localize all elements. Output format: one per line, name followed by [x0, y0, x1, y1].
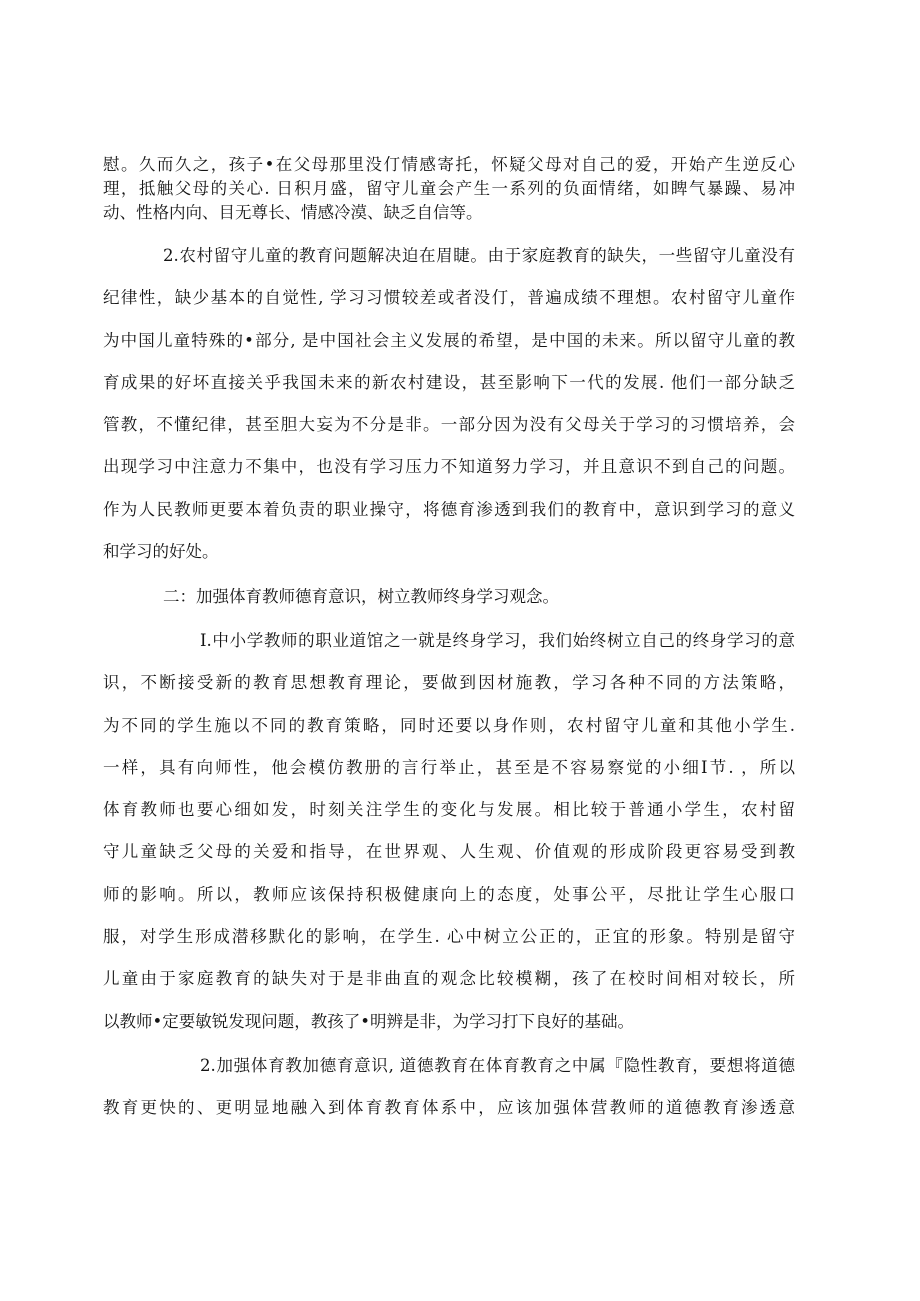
body-paragraph — [103, 153, 795, 225]
text-line: 慰。久而久之，孩子•在父母那里没仃情感寄托，怀疑父母对自己的爱，开始产生逆反心 — [103, 155, 795, 174]
text-line: 出现学习中注意力不集中，也没有学习压力不知道努力学习，并且意识不到自己的问题。 — [103, 457, 795, 477]
body-paragraph — [103, 620, 795, 1043]
text-line: 为中国儿童特殊的•部分, 是中国社会主义发展的希望，是中国的未来。所以留守儿童的教 — [103, 330, 795, 350]
text-line: 为不同的学生施以不同的教育策略，同时还要以身作则，农村留守儿童和其他小学生. — [103, 715, 795, 735]
text-line: 2.农村留守儿童的教育问题解决迫在眉睫。由于家庭教育的缺失，一些留守儿童没有 — [163, 246, 795, 265]
text-line: 师的影响。所以，教师应该保持积极健康向上的态度，处事公平，尽批让学生心服口 — [103, 884, 795, 904]
text-line: 作为人民教师更要本着负责的职业操守，将德育渗透到我们的教育中，意识到学习的意义 — [103, 499, 795, 519]
text-line: 管教，不懂纪律，甚至胆大妄为不分是非。一部分因为没有父母关于学习的习惯培养，会 — [103, 415, 795, 435]
text-line: 和学习的好处。 — [103, 542, 219, 562]
body-paragraph — [103, 1045, 795, 1130]
text-line: 理，抵触父母的关心. 日积月盛，留守儿童会产生一系列的负面情绪，如睥气暴躁、易冲 — [103, 179, 795, 198]
text-line: 儿童由于家庭教育的缺失对于是非曲直的观念比较模糊，孩了在校时间相对较长，所 — [103, 969, 795, 989]
text-line: 纪律性，缺少基本的自觉性, 学习习惯较差或者没仃，普遍成绩不理想。农村留守儿童作 — [103, 288, 795, 308]
section-heading-text: 二：加强体育教师德育意识，树立教师终身学习观念。 — [163, 587, 559, 606]
text-line: 服，对学生形成潜移默化的影响，在学生. 心中树立公正的，正宜的形象。特别是留守 — [103, 927, 795, 947]
text-line: 体育教师也要心细如发，时刻关注学生的变化与发展。相比较于普通小学生，农村留 — [103, 800, 795, 820]
text-line: 2.加强体育教加德育意识, 道德教育在体育教育之中属『隐性教育，要想将道德 — [200, 1056, 795, 1075]
body-paragraph — [103, 235, 795, 573]
text-line: 动、性格内向、目无尊长、情感冷漠、缺乏自信等。 — [103, 203, 483, 222]
section-heading — [103, 576, 795, 618]
text-line: 教育更快的、更明显地融入到体育教育体系中，应该加强体营教师的道德教育渗透意 — [103, 1098, 795, 1118]
text-line: 以教师•定要敏锐发现问题，教孩了•明辨是非，为学习打下良好的基础。 — [103, 1011, 634, 1031]
text-line: 守儿童缺乏父母的关爱和指导，在世界观、人生观、价值观的形成阶段更容易受到教 — [103, 842, 795, 862]
text-line: I.中小学教师的职业道馆之一就是终身学习，我们始终树立自己的终身学习的意 — [200, 631, 795, 650]
text-line: 一样，具有向师性，他会模仿教册的言行举止，甚至是不容易察觉的小细I节. ，所以 — [103, 757, 795, 777]
text-line: 育成果的好坏直接关乎我国未来的新农村建设，甚至影响下一代的发展. 他们一部分缺乏 — [103, 372, 795, 392]
text-line: 识，不断接受新的教育思想教育理论，要做到因材施教，学习各种不同的方法策略， — [103, 673, 795, 693]
